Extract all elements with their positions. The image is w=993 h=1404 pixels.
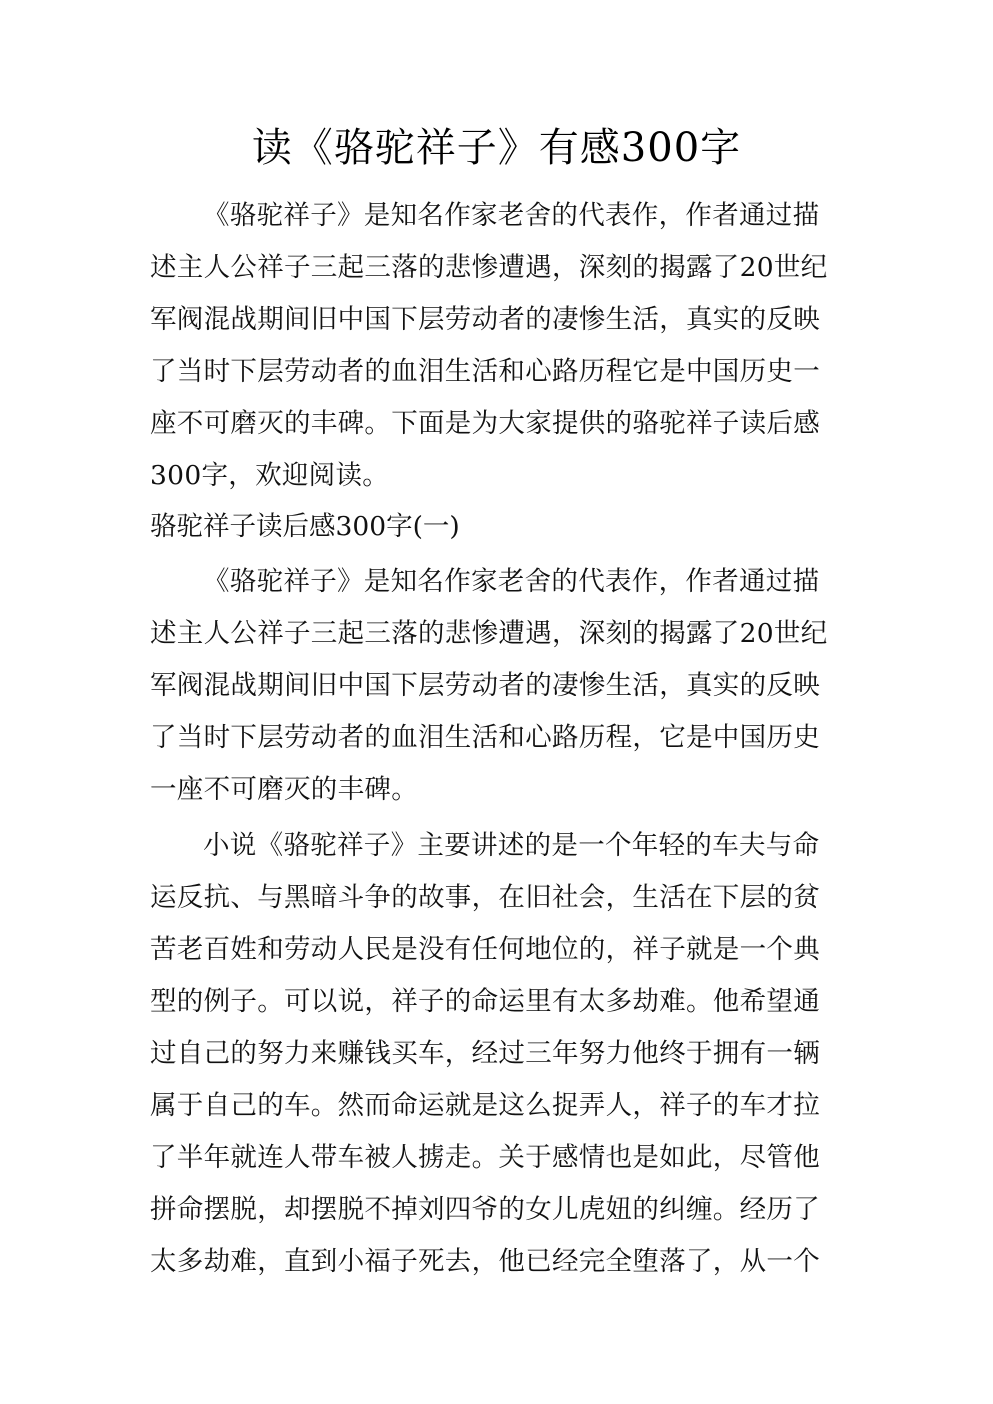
document-body xyxy=(150,190,840,1288)
paragraph-1 xyxy=(150,556,840,816)
text-line: 了当时下层劳动者的血泪生活和心路历程它是中国历史一 xyxy=(150,356,820,387)
text-line: 型的例子。可以说，祥子的命运里有太多劫难。他希望通 xyxy=(150,986,820,1017)
section-heading: 骆驼祥子读后感300字(一) xyxy=(150,511,460,542)
text-line: 太多劫难，直到小福子死去，他已经完全堕落了，从一个 xyxy=(150,1246,820,1277)
text-line: 座不可磨灭的丰碑。下面是为大家提供的骆驼祥子读后感 xyxy=(150,408,820,439)
text-line: 300字，欢迎阅读。 xyxy=(150,460,390,491)
text-line: 军阀混战期间旧中国下层劳动者的凄惨生活，真实的反映 xyxy=(150,304,820,335)
text-line: 《骆驼祥子》是知名作家老舍的代表作，作者通过描 xyxy=(203,200,820,231)
text-line: 一座不可磨灭的丰碑。 xyxy=(150,774,418,805)
text-line: 拼命摆脱，却摆脱不掉刘四爷的女儿虎妞的纠缠。经历了 xyxy=(150,1194,820,1225)
text-line: 了当时下层劳动者的血泪生活和心路历程，它是中国历史 xyxy=(150,722,820,753)
text-line: 述主人公祥子三起三落的悲惨遭遇，深刻的揭露了20世纪 xyxy=(150,618,828,649)
document-title: 读《骆驼祥子》有感300字 xyxy=(251,125,742,171)
text-line: 述主人公祥子三起三落的悲惨遭遇，深刻的揭露了20世纪 xyxy=(150,252,828,283)
text-line: 了半年就连人带车被人掳走。关于感情也是如此，尽管他 xyxy=(150,1142,820,1173)
text-line: 小说《骆驼祥子》主要讲述的是一个年轻的车夫与命 xyxy=(203,830,820,861)
intro-paragraph xyxy=(150,190,840,502)
text-line: 《骆驼祥子》是知名作家老舍的代表作，作者通过描 xyxy=(203,566,820,597)
text-line: 运反抗、与黑暗斗争的故事，在旧社会，生活在下层的贫 xyxy=(150,882,820,913)
text-line: 属于自己的车。然而命运就是这么捉弄人，祥子的车才拉 xyxy=(150,1090,820,1121)
text-line: 过自己的努力来赚钱买车，经过三年努力他终于拥有一辆 xyxy=(150,1038,820,1069)
text-line: 苦老百姓和劳动人民是没有任何地位的，祥子就是一个典 xyxy=(150,934,820,965)
text-line: 军阀混战期间旧中国下层劳动者的凄惨生活，真实的反映 xyxy=(150,670,820,701)
paragraph-2 xyxy=(150,820,840,1288)
